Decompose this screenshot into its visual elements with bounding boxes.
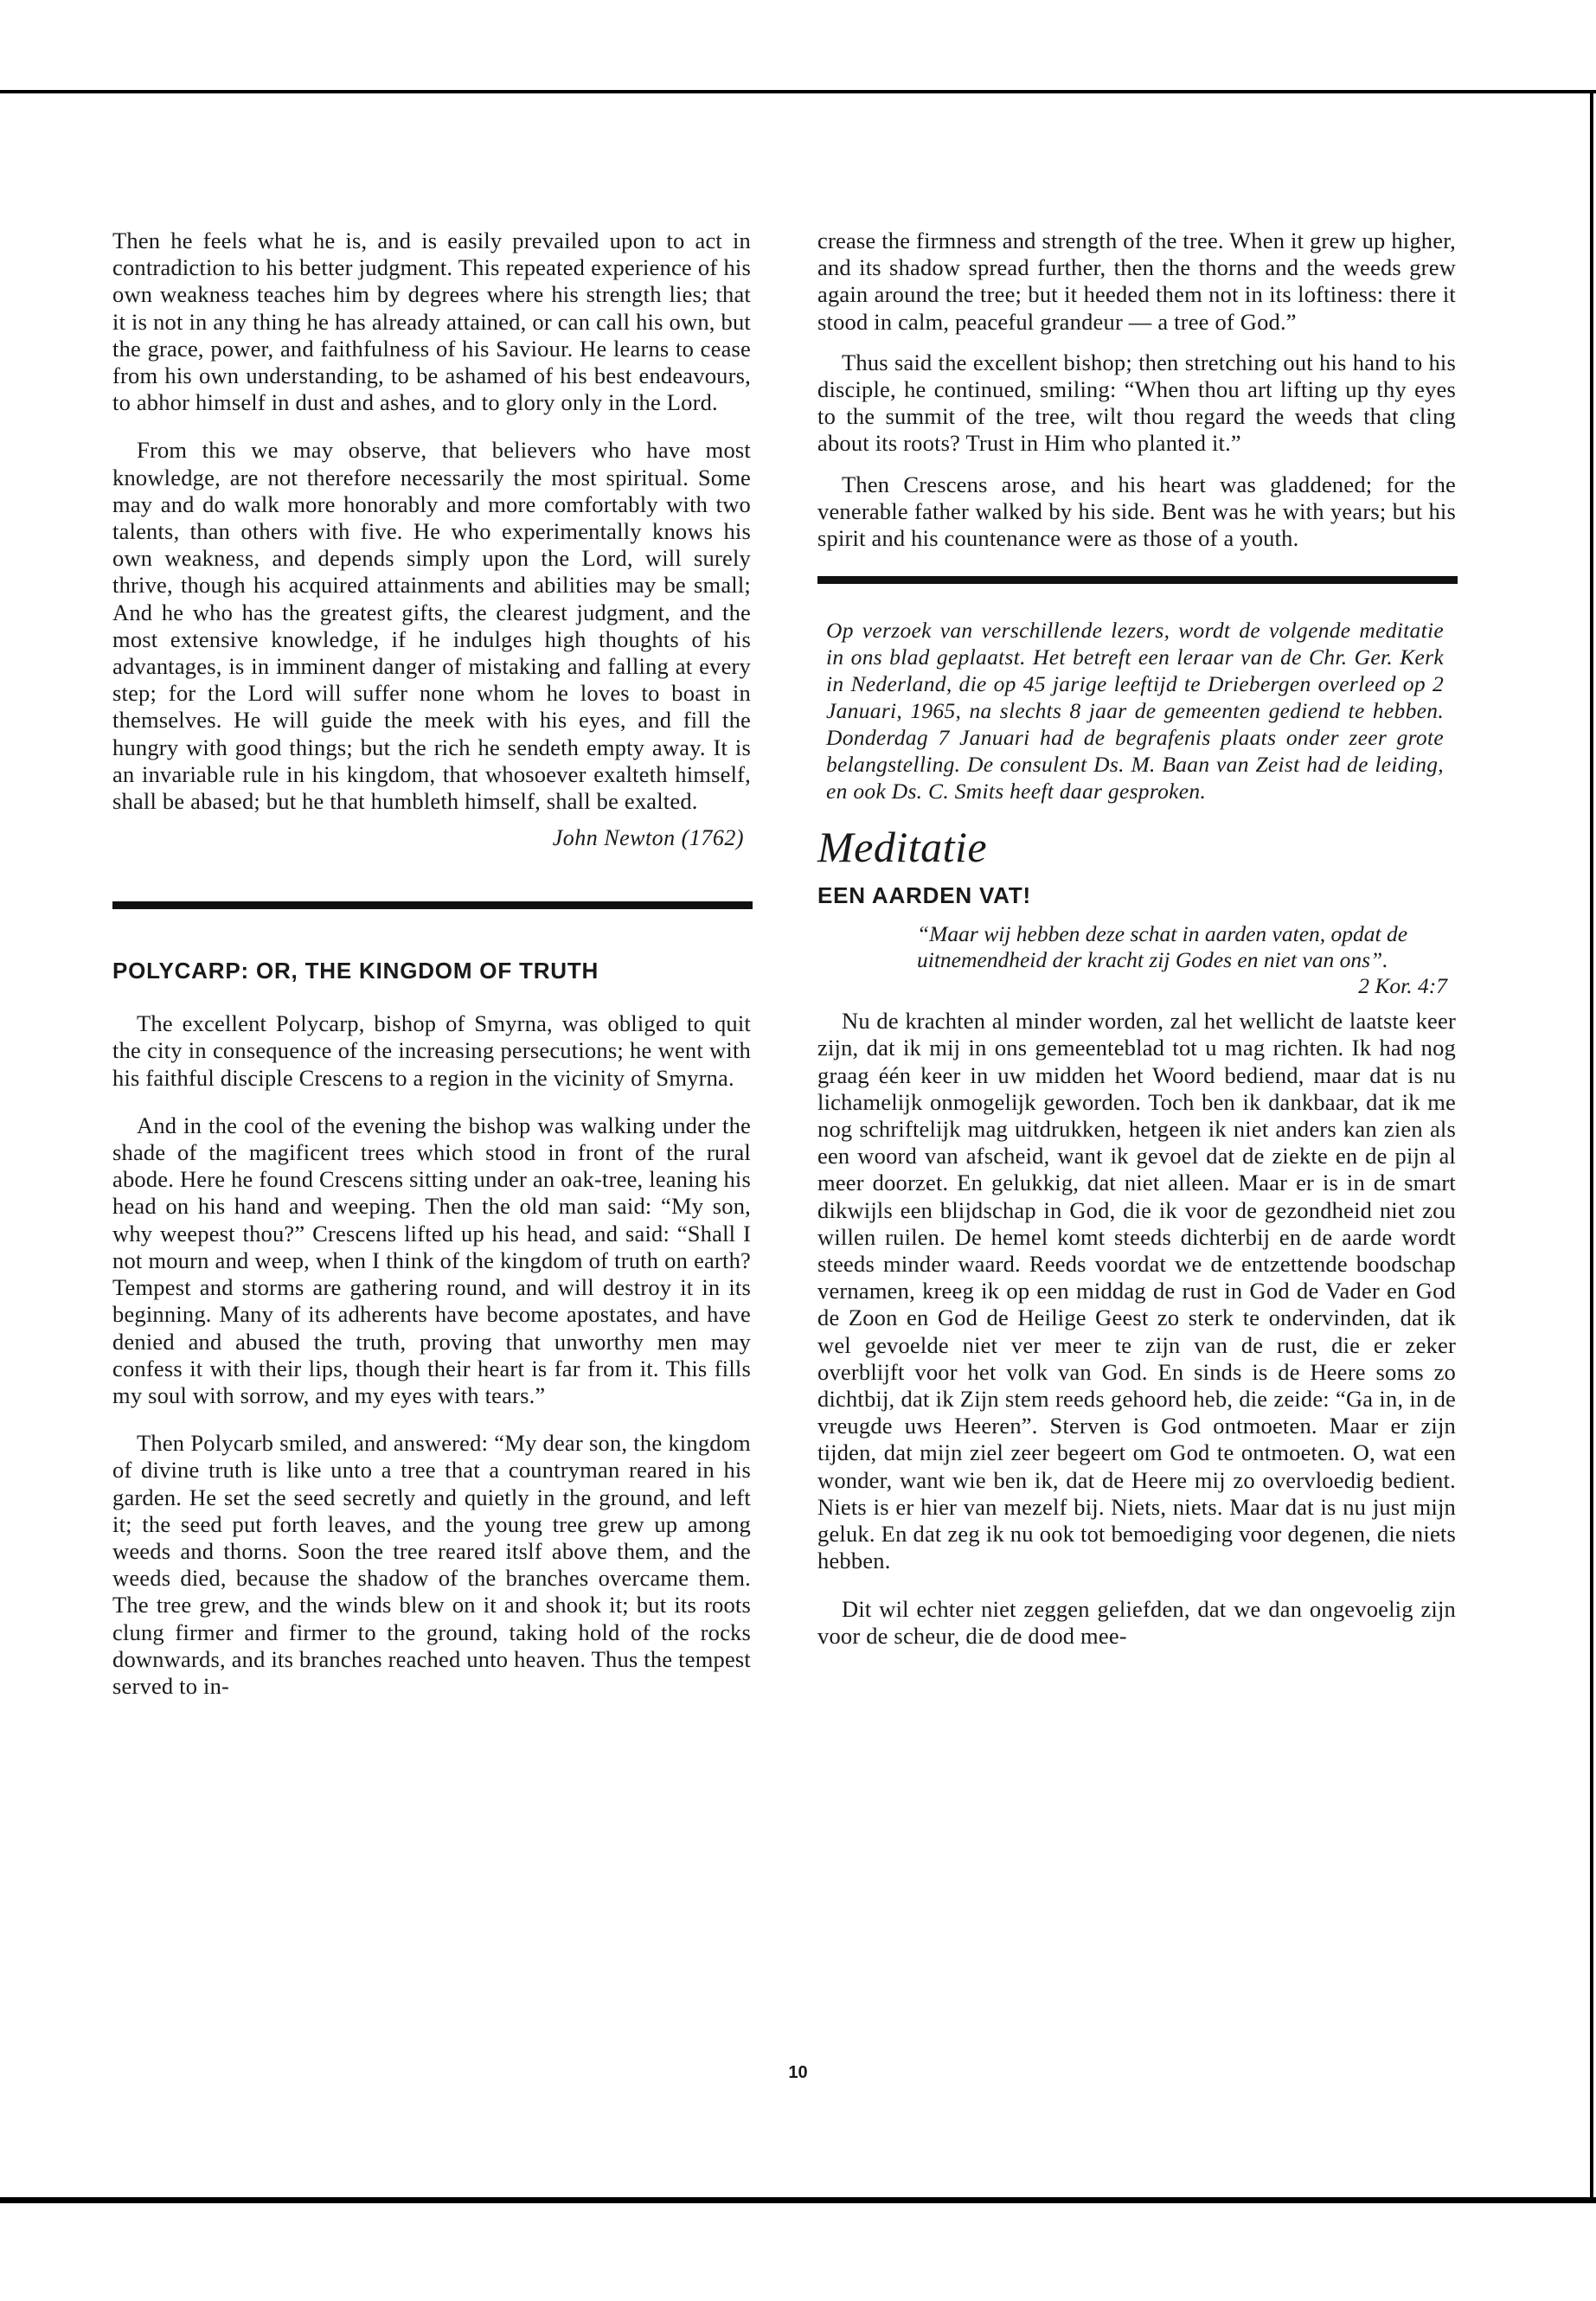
polycarp-paragraph-2: And in the cool of the evening the bishop was walking under the shade of the magificent trees which stood in front of the rural abode. Here he found Crescens sitting under an oak-tree, leaning his head on his hand and weeping. Then the old man said: “My son, why weepest thou?” Crescens lifted up his head, and said: “Shall I not mourn and weep, when I think of the kingdom of truth on earth? Tempest and storms are gathering round, and will destroy it in its beginning. Many of its adherents have become apostates, and have denied and abused the truth, proving that unworthy men may confess it with their lips, though their heart is far from it. This fills my soul with sorrow, and my eyes with tears.” — [112, 1112, 751, 1408]
polycarp-heading: POLYCARP: OR, THE KINGDOM OF TRUTH — [112, 958, 599, 984]
meditation-paragraph-2: Dit wil echter niet zeggen geliefden, dat we dan ongevoelig zijn voor de scheur, die de dood mee- — [817, 1595, 1456, 1649]
polycarp-paragraph-5: Then Crescens arose, and his heart was gladdened; for the venerable father walked by his side. Bent was he with years; but his spirit and his countenance were as those of a youth. — [817, 471, 1456, 552]
page-number: 10 — [788, 2063, 808, 2082]
polycarp-paragraph-4: Thus said the excellent bishop; then stretching out his hand to his disciple, he continued, smiling: “When thou art lifting up thy eyes to the summit of the tree, wilt thou regard the weeds that cling about its roots? Trust in Him who planted it.” — [817, 349, 1456, 457]
bottom-border-rule — [0, 2197, 1596, 2203]
meditation-subtitle: EEN AARDEN VAT! — [817, 882, 1031, 909]
newton-signature: John Newton (1762) — [552, 825, 744, 851]
polycarp-paragraph-3: Then Polycarb smiled, and answered: “My dear son, the kingdom of divine truth is like unto a tree that a countryman reared in his garden. He set the seed secretly and quietly in the ground, and left it; the seed put forth leaves, and the young tree grew up among weeds and thorns. Soon the tree reared itslf above them, and the weeds died, because the shadow of the branches overcame them. The tree grew, and the winds blew on it and shook it; but its roots clung firmer and firmer to the ground, taking hold of the rocks downwards, and its branches reached unto heaven. Thus the tempest served to in- — [112, 1430, 751, 1699]
section-divider-right — [817, 576, 1458, 584]
scripture-reference: 2 Kor. 4:7 — [1358, 973, 1447, 999]
polycarp-paragraph-1: The excellent Polycarp, bishop of Smyrna, was obliged to quit the city in consequence of the increasing persecutions; he went with his faithful disciple Crescens to a region in the vicinity of Smyrna. — [112, 1010, 751, 1091]
top-border-rule — [0, 90, 1596, 93]
right-border-rule — [1590, 90, 1593, 2201]
meditation-title: Meditatie — [817, 823, 988, 872]
meditation-paragraph-1: Nu de krachten al minder worden, zal het wellicht de laatste keer zijn, dat ik mij in ons gemeenteblad tot u mag richten. Ik had nog graag één keer in uw midden het Woord bediend, maar dat is nu lichamelijk onmogelijk geworden. Toch ben ik dankbaar, dat ik me nog schriftelijk mag uitdrukken, hetgeen ik niet anders kan zien als een woord van afscheid, want ik gevoel dat de ziekte en de pijn al meer doorzet. En gelukkig, dat niet alleen. Maar er is in de smart dikwijls een blijdschap in God, die ik voor de gezondheid niet zou willen ruilen. De hemel komt steeds dichterbij en de aarde wordt steeds minder waard. Reeds voordat we de entzettende boodschap vernamen, kreeg ik op een middag de rust in God de Vader en God de Zoon en God de Heilige Geest zo sterk te ondervinden, dat ik wel gevoelde niet ver meer te zijn van de rust, die er zeker overblijft voor het volk van God. En sinds is de Heere soms zo dichtbij, dat ik Zijn stem reeds gehoord heb, die zeide: “Ga in, in de vreugde uws Heeren”. Sterven is God ontmoeten. Maar er zijn tijden, dat mijn ziel zeer begeert om God te ontmoeten. O, wat een wonder, want wie ben ik, dat de Heere mij zo overvloedig bedient. Niets is er hier van mezelf bij. Niets, niets. Maar dat is nu just mijn geluk. En dat zeg ik nu ook tot bemoediging voor degenen, die niets hebben. — [817, 1008, 1456, 1574]
right-column — [817, 228, 1456, 1670]
polycarp-continued-paragraph: crease the firmness and strength of the tree. When it grew up higher, and its shadow spread further, then the thorns and the weeds grew again around the tree; but it heeded them not in its loftiness: there it stood in calm, peaceful grandeur — a tree of God.” — [817, 228, 1456, 335]
scripture-quote — [917, 921, 1447, 999]
newton-paragraph-2: From this we may observe, that believers who have most knowledge, are not therefore necessarily the most spiritual. Some may and do walk more honorably and more comfortably with two talents, than others with five. He who experimentally knows his own weakness, and depends simply upon the Lord, will surely thrive, though his acquired attainments and abilities may be small; And he who has the greatest gifts, the clearest judgment, and the most extensive knowledge, if he indulges high thoughts of his advantages, is in imminent danger of mistaking and falling at every step; for the Lord will suffer none whom he loves to boast in themselves. He will guide the meek with his eyes, and fill the hungry with good things; but the rich he sendeth empty away. It is an invariable rule in his kingdom, that whosoever exalteth himself, shall be abased; but he that humbleth himself, shall be exalted. — [112, 437, 751, 815]
scripture-text: “Maar wij hebben deze schat in aarden vaten, opdat de uitnemendheid der kracht zij Godes en niet van ons”. — [917, 921, 1408, 973]
editor-note: Op verzoek van verschillende lezers, wordt de volgende meditatie in ons blad geplaatst. Het betreft een leraar van de Chr. Ger. Kerk in Nederland, die op 45 jarige leeftijd te Driebergen overleed op 2 Januari, 1965, na slechts 8 jaar de gemeenten gediend te hebben. Donderdag 7 Januari had de begrafenis plaats onder zeer grote belangstelling. De consulent Ds. M. Baan van Zeist had de leiding, en ook Ds. C. Smits heeft daar gesproken. — [826, 618, 1444, 804]
section-divider — [112, 901, 753, 909]
left-column — [112, 228, 751, 1721]
newton-paragraph-1: Then he feels what he is, and is easily prevailed upon to act in contradiction to his better judgment. This repeated experience of his own weakness teaches him by degrees where his strength lies; that it is not in any thing he has already attained, or can call his own, but the grace, power, and faithfulness of his Saviour. He learns to cease from his own understanding, to be ashamed of his best endeavours, to abhor himself in dust and ashes, and to glory only in the Lord. — [112, 228, 751, 416]
